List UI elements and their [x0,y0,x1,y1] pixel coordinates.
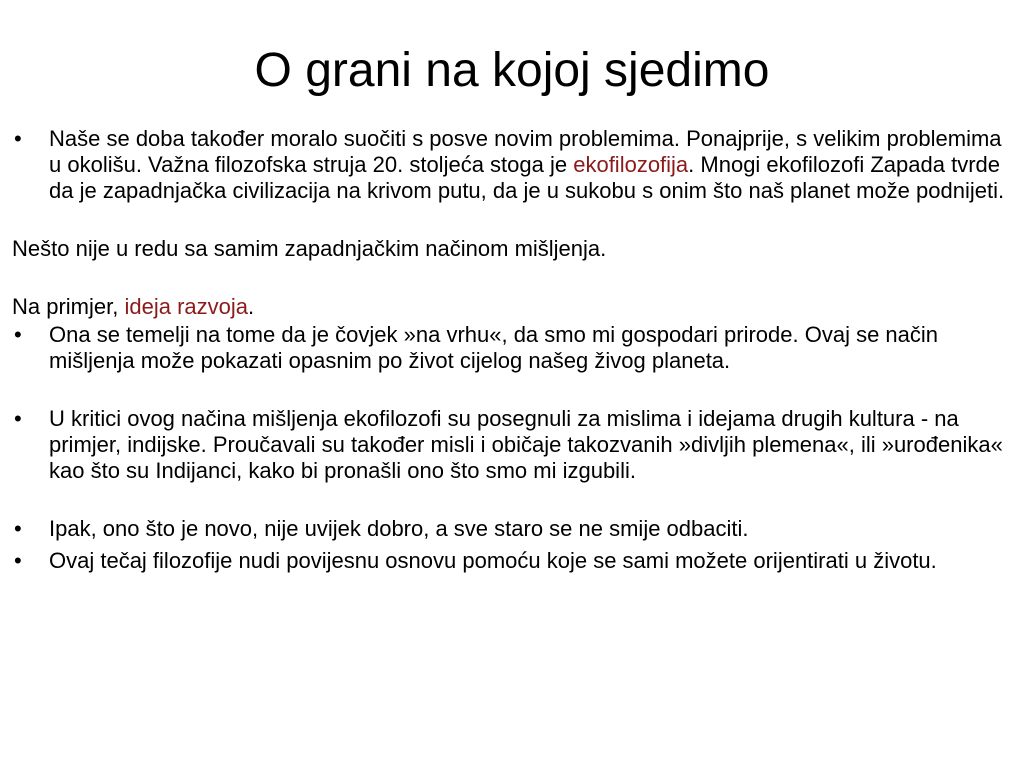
bullet-new-not-always-good [12,516,1017,542]
spacer [12,262,1017,294]
spacer [12,374,1017,406]
paragraph-text: Ona se temelji na tome da je čovjek »na vrhu«, da smo mi gospodari prirode. Ovaj se način mišljenja može pokazati opasnim po život cijelog našeg živog planeta. [49,322,939,373]
bullet-man-on-top [12,322,1017,374]
spacer [12,204,1017,236]
paragraph-text: Ipak, ono što je novo, nije uvijek dobro, a sve staro se ne smije odbaciti. [49,516,749,541]
paragraph-text: Ovaj tečaj filozofije nudi povijesnu osnovu pomoću koje se sami možete orijentirati u životu. [49,548,937,573]
bullet-dot: • [14,126,22,151]
bullet-dot: • [14,406,22,431]
bullet-other-cultures [12,406,1017,484]
slide-title: O grani na kojoj sjedimo [254,44,770,97]
paragraph-text: . Mnogi ekofilozofi Zapada tvrde da je zapadnjačka civilizacija na krivom putu, da je u sukobu s onim što naš planet može podnijeti. [49,152,1005,203]
bullet-course-basis [12,548,1017,574]
paragraph-text: Na primjer, [12,294,125,319]
paragraph-text: U kritici ovog načina mišljenja ekofilozofi su posegnuli za mislima i idejama drugih kultura - na primjer, indijske. Proučavali su također misli i običaje takozvanih »divljih plemena«, ili »urođenika« kao što su Indijanci, kako bi pronašli ono što smo mi izgubili. [49,406,1003,483]
highlight-ekofilozofija: ekofilozofija [573,152,689,177]
bullet-ecophilosophy-intro [12,126,1017,204]
highlight-ideja-razvoja: ideja razvoja [124,294,248,319]
bullet-dot: • [14,322,22,347]
paragraph-western-thinking: Nešto nije u redu sa samim zapadnjačkim načinom mišljenja. [12,236,607,261]
bullet-dot: • [14,516,22,541]
bullet-dot: • [14,548,22,573]
paragraph-text: Naše se doba također moralo suočiti s posve novim problemima. Ponajprije, s velikim problemima u okolišu. Važna filozofska struja 20. stoljeća stoga je [49,126,1002,177]
slide-content [12,126,1017,574]
spacer [12,484,1017,516]
paragraph-example [12,294,1017,320]
paragraph-text: . [248,294,255,319]
